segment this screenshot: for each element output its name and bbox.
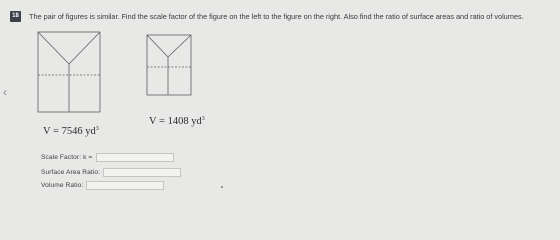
scale-factor-label: Scale Factor: k = xyxy=(41,154,93,161)
question-number-badge: 18 xyxy=(10,11,21,22)
left-prism-edge-1 xyxy=(38,32,69,64)
left-volume-exponent: 3 xyxy=(95,126,99,132)
surface-area-label: Surface Area Ratio: xyxy=(41,169,101,176)
cursor-dot xyxy=(221,186,223,188)
left-prism-edge-2 xyxy=(69,32,100,64)
volume-ratio-label: Volume Ratio: xyxy=(41,182,84,189)
chevron-left-icon[interactable]: ‹ xyxy=(3,85,7,99)
volume-ratio-input[interactable] xyxy=(86,181,164,190)
right-figure-volume xyxy=(149,116,205,127)
right-prism-figure xyxy=(147,35,191,95)
scale-factor-row xyxy=(41,153,174,162)
surface-area-input[interactable] xyxy=(103,168,181,177)
right-prism-outline xyxy=(147,35,191,95)
scale-factor-input[interactable] xyxy=(96,153,174,162)
right-volume-text: V = 1408 yd xyxy=(149,116,202,127)
left-volume-text: V = 7546 yd xyxy=(43,126,96,137)
surface-area-row xyxy=(41,168,181,177)
right-prism-edge-1 xyxy=(147,35,168,57)
left-prism-figure xyxy=(38,32,100,112)
right-prism-edge-2 xyxy=(168,35,191,57)
left-figure-volume xyxy=(43,126,99,137)
question-prompt: The pair of figures is similar. Find the scale factor of the figure on the left to the figure on the right. Also find the ratio of surface areas and ratio of volumes. xyxy=(29,12,524,21)
right-volume-exponent: 3 xyxy=(201,116,205,122)
volume-ratio-row xyxy=(41,181,164,190)
